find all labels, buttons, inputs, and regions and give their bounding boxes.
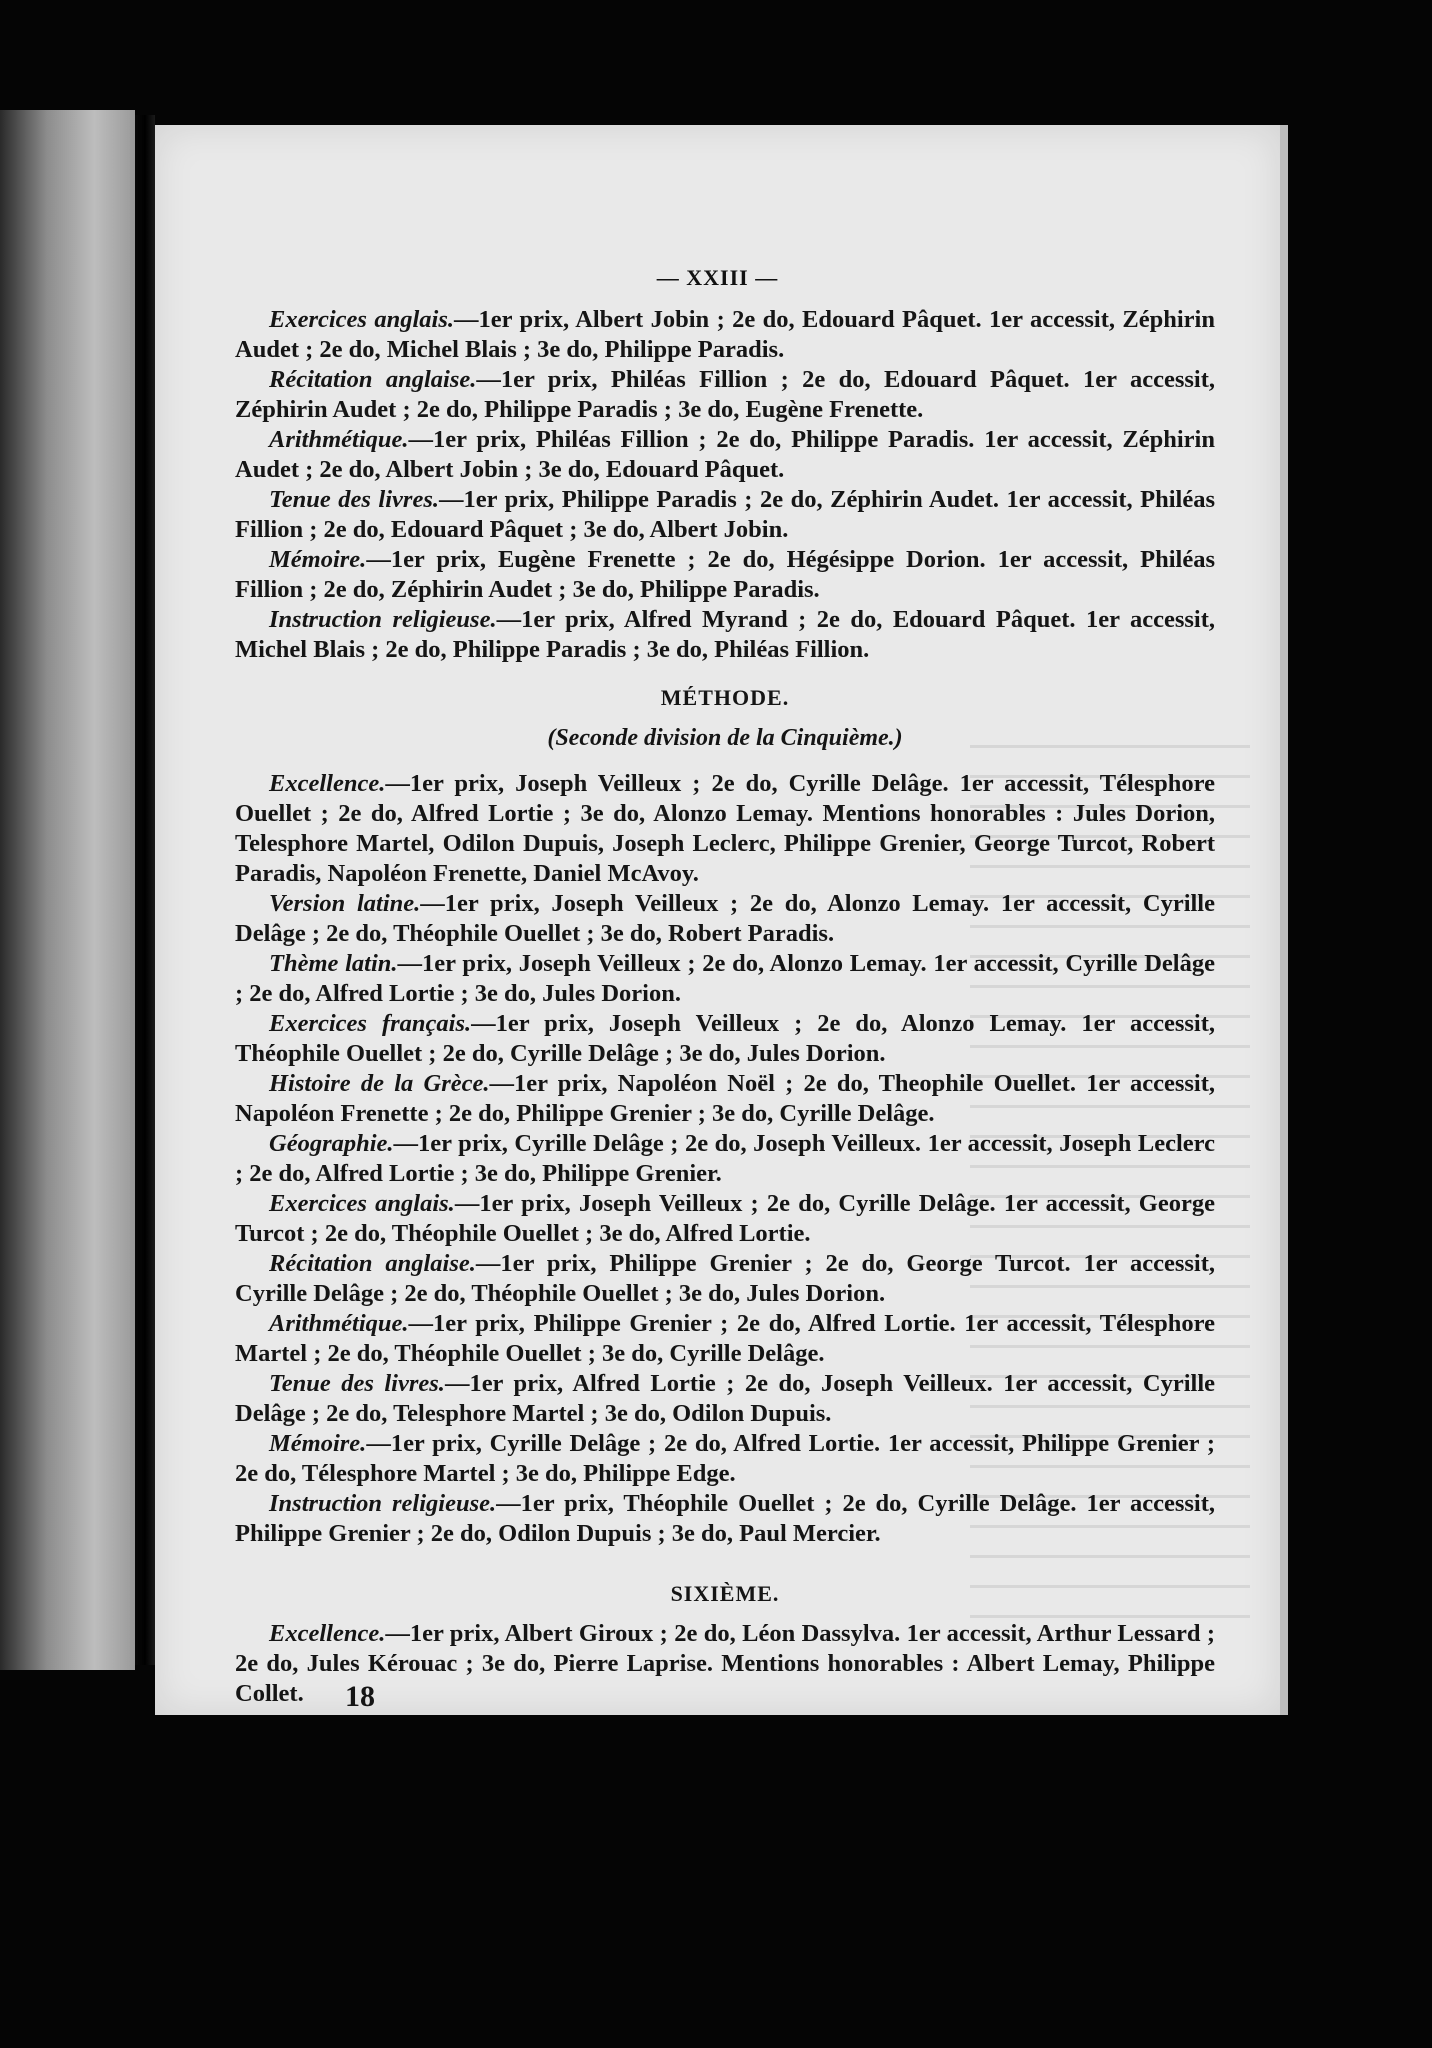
prize-text: —1er prix, Albert Jobin ; 2e do, Edouard Pâquet. 1er accessit, Zéphirin Audet ; 2e do, Michel Blais ; 3e do, Philippe Paradis.	[235, 306, 1215, 363]
block-cinquieme-continued	[235, 305, 1215, 665]
prize-entry	[235, 365, 1215, 425]
book-gutter	[135, 115, 155, 1665]
subject-heading: Histoire de la Grèce.	[269, 1070, 490, 1097]
prize-list	[235, 305, 1215, 1709]
prize-entry	[235, 1429, 1215, 1489]
prize-entry	[235, 1129, 1215, 1189]
subject-heading: Géographie.	[269, 1130, 394, 1157]
subject-heading: Récitation anglaise.	[269, 366, 477, 393]
subject-heading: Mémoire.	[269, 546, 367, 573]
prize-entry	[235, 485, 1215, 545]
prize-text: —1er prix, Philippe Grenier ; 2e do, Alfred Lortie. 1er accessit, Télesphore Martel ; 2e do, Théophile Ouellet ; 3e do, Cyrille Delâge.	[235, 1310, 1215, 1367]
prize-entry	[235, 605, 1215, 665]
block-methode	[235, 769, 1215, 1549]
prize-entry	[235, 545, 1215, 605]
prize-text: —1er prix, Joseph Veilleux ; 2e do, Alonzo Lemay. 1er accessit, Cyrille Delâge ; 2e do, Alfred Lortie ; 3e do, Jules Dorion.	[235, 950, 1215, 1007]
subject-heading: Excellence.	[269, 770, 386, 797]
prize-text: —1er prix, Théophile Ouellet ; 2e do, Cyrille Delâge. 1er accessit, Philippe Grenier ; 2e do, Odilon Dupuis ; 3e do, Paul Mercier.	[235, 1490, 1215, 1547]
subject-heading: Exercices anglais.	[269, 306, 455, 333]
subject-heading: Mémoire.	[269, 1430, 367, 1457]
subject-heading: Exercices français.	[269, 1010, 472, 1037]
subject-heading: Tenue des livres.	[269, 1370, 445, 1397]
prize-entry	[235, 1249, 1215, 1309]
subject-heading: Arithmétique.	[269, 1310, 409, 1337]
prize-entry	[235, 305, 1215, 365]
prize-entry	[235, 1009, 1215, 1069]
prize-entry	[235, 1189, 1215, 1249]
prize-entry	[235, 1309, 1215, 1369]
prize-text: —1er prix, Joseph Veilleux ; 2e do, Cyrille Delâge. 1er accessit, George Turcot ; 2e do, Théophile Ouellet ; 3e do, Alfred Lortie.	[235, 1190, 1215, 1247]
subject-heading: Instruction religieuse.	[269, 1490, 497, 1517]
subject-heading: Thème latin.	[269, 950, 398, 977]
prize-text: —1er prix, Joseph Veilleux ; 2e do, Cyrille Delâge. 1er accessit, Télesphore Ouellet ; 2e do, Alfred Lortie ; 3e do, Alonzo Lemay. Mentions honorables : Jules Dorion, Telesphore Martel, Odilon Dupuis, Joseph Leclerc, Philippe Grenier, George Turcot, Robert Paradis, Napoléon Frenette, Daniel McAvoy.	[235, 770, 1215, 887]
page-edge	[1280, 125, 1288, 1715]
prize-text: —1er prix, Philippe Grenier ; 2e do, George Turcot. 1er accessit, Cyrille Delâge ; 2e do, Théophile Ouellet ; 3e do, Jules Dorion.	[235, 1250, 1215, 1307]
subject-heading: Instruction religieuse.	[269, 606, 497, 633]
prize-entry	[235, 425, 1215, 485]
book-page	[155, 125, 1280, 1715]
section-subtitle-methode: (Seconde division de la Cinquième.)	[547, 725, 903, 751]
facing-page-edge	[0, 110, 135, 1670]
prize-entry	[235, 1619, 1215, 1709]
prize-entry	[235, 769, 1215, 889]
prize-text: —1er prix, Alfred Lortie ; 2e do, Joseph Veilleux. 1er accessit, Cyrille Delâge ; 2e do, Telesphore Martel ; 3e do, Odilon Dupuis.	[235, 1370, 1215, 1427]
subject-heading: Excellence.	[269, 1620, 386, 1647]
prize-entry	[235, 1369, 1215, 1429]
subject-heading: Exercices anglais.	[269, 1190, 455, 1217]
prize-entry	[235, 1489, 1215, 1549]
subject-heading: Arithmétique.	[269, 426, 409, 453]
section-title-sixieme: SIXIÈME.	[670, 1581, 780, 1606]
prize-text: —1er prix, Philéas Fillion ; 2e do, Edouard Pâquet. 1er accessit, Zéphirin Audet ; 2e do, Philippe Paradis ; 3e do, Eugène Frenette.	[235, 366, 1215, 423]
prize-entry	[235, 1069, 1215, 1129]
prize-text: —1er prix, Philéas Fillion ; 2e do, Philippe Paradis. 1er accessit, Zéphirin Audet ; 2e do, Albert Jobin ; 3e do, Edouard Pâquet.	[235, 426, 1215, 483]
prize-text: —1er prix, Albert Giroux ; 2e do, Léon Dassylva. 1er accessit, Arthur Lessard ; 2e do, Jules Kérouac ; 3e do, Pierre Laprise. Mentions honorables : Albert Lemay, Philippe Collet.	[235, 1620, 1215, 1707]
page-number: 18	[345, 1680, 375, 1713]
prize-entry	[235, 949, 1215, 1009]
prize-text: —1er prix, Joseph Veilleux ; 2e do, Alonzo Lemay. 1er accessit, Théophile Ouellet ; 2e do, Cyrille Delâge ; 3e do, Jules Dorion.	[235, 1010, 1215, 1067]
prize-text: —1er prix, Eugène Frenette ; 2e do, Hégésippe Dorion. 1er accessit, Philéas Fillion ; 2e do, Zéphirin Audet ; 3e do, Philippe Paradis.	[235, 546, 1215, 603]
subject-heading: Version latine.	[269, 890, 421, 917]
prize-text: —1er prix, Cyrille Delâge ; 2e do, Alfred Lortie. 1er accessit, Philippe Grenier ; 2e do, Télesphore Martel ; 3e do, Philippe Edge.	[235, 1430, 1215, 1487]
subject-heading: Tenue des livres.	[269, 486, 439, 513]
block-sixieme	[235, 1619, 1215, 1709]
prize-entry	[235, 889, 1215, 949]
prize-text: —1er prix, Philippe Paradis ; 2e do, Zéphirin Audet. 1er accessit, Philéas Fillion ; 2e do, Edouard Pâquet ; 3e do, Albert Jobin.	[235, 486, 1215, 543]
section-title-methode: MÉTHODE.	[660, 685, 790, 710]
subject-heading: Récitation anglaise.	[269, 1250, 476, 1277]
prize-text: —1er prix, Joseph Veilleux ; 2e do, Alonzo Lemay. 1er accessit, Cyrille Delâge ; 2e do, Théophile Ouellet ; 3e do, Robert Paradis.	[235, 890, 1215, 947]
prize-text: —1er prix, Cyrille Delâge ; 2e do, Joseph Veilleux. 1er accessit, Joseph Leclerc ; 2e do, Alfred Lortie ; 3e do, Philippe Grenier.	[235, 1130, 1215, 1187]
prize-text: —1er prix, Napoléon Noël ; 2e do, Theophile Ouellet. 1er accessit, Napoléon Frenette ; 2e do, Philippe Grenier ; 3e do, Cyrille Delâge.	[235, 1070, 1215, 1127]
page-folio: — XXIII —	[656, 265, 779, 290]
prize-text: —1er prix, Alfred Myrand ; 2e do, Edouard Pâquet. 1er accessit, Michel Blais ; 2e do, Philippe Paradis ; 3e do, Philéas Fillion.	[235, 606, 1215, 663]
